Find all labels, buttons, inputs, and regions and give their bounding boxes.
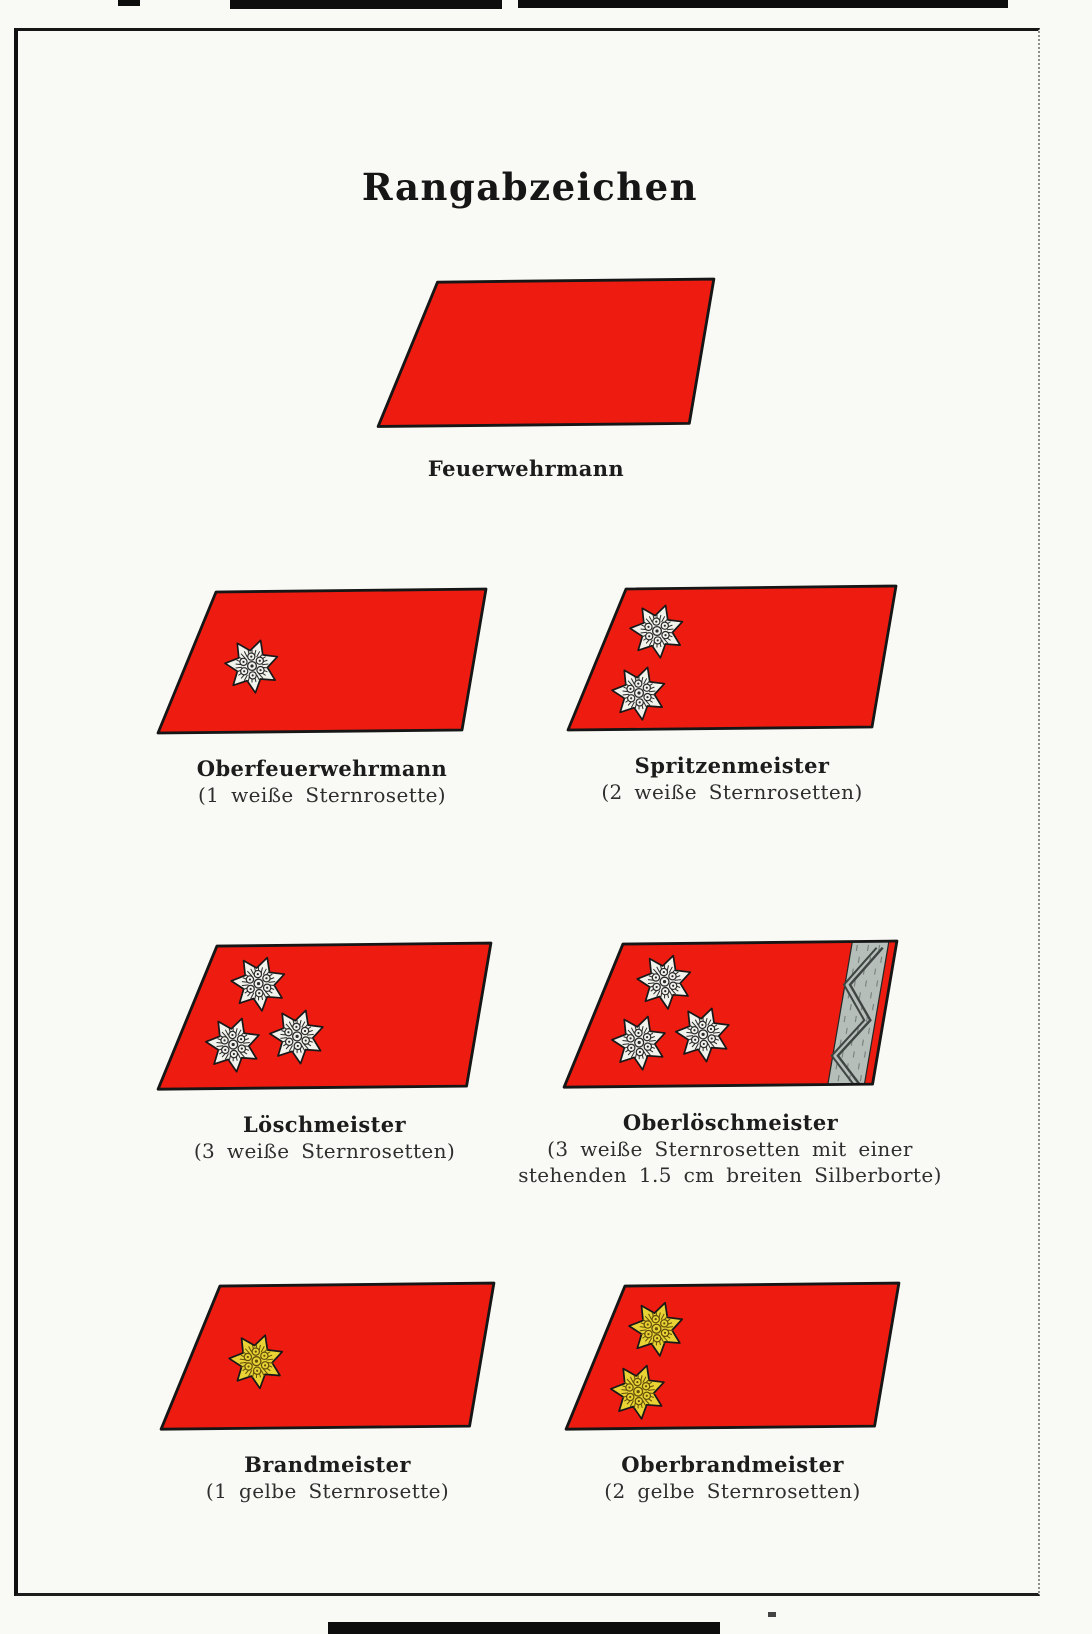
shoulder-board-svg [558, 938, 903, 1092]
scan-artifact-bottom-dot [768, 1612, 776, 1617]
scan-artifact-bottom-bar [328, 1622, 720, 1634]
scan-artifact-top-bar-1 [230, 0, 502, 9]
plate-name: Spritzenmeister [634, 753, 830, 778]
plate-feuerwehrmann [372, 276, 720, 482]
scan-artifact-top-bar-2 [518, 0, 1008, 8]
plate-caption: (3 weiße Sternrosetten mit einer stehenden 1.5 cm breiten Silberborte) [518, 1137, 942, 1187]
plate-caption: (1 gelbe Sternrosette) [205, 1479, 450, 1504]
plate-name: Oberlöschmeister [622, 1110, 839, 1136]
plate-caption: (1 weiße Sternrosette) [197, 782, 447, 807]
scan-artifact-top-left [118, 0, 140, 6]
shoulder-board-svg [152, 586, 492, 738]
plate-oberloeschmeister [518, 938, 942, 1188]
shoulder-board-svg [155, 1280, 500, 1434]
plate-oberbrandmeister [560, 1280, 905, 1505]
plate-caption: (2 weiße Sternrosetten) [601, 779, 863, 804]
shoulder-board-svg [560, 1280, 905, 1434]
plate-name: Oberfeuerwehrmann [196, 756, 448, 781]
plate-name: Feuerwehrmann [427, 455, 625, 481]
plate-brandmeister [155, 1280, 500, 1505]
shoulder-board-svg [152, 940, 497, 1094]
plate-caption: (2 gelbe Sternrosetten) [604, 1479, 861, 1504]
plate-spritzenmeister [562, 583, 902, 805]
plate-name: Brandmeister [244, 1452, 411, 1478]
plate-loeschmeister [152, 940, 497, 1165]
shoulder-board-svg [562, 583, 902, 735]
page-title: Rangabzeichen [361, 164, 699, 209]
plate-name: Löschmeister [243, 1112, 406, 1138]
plate-oberfeuerwehrmann [152, 586, 492, 808]
plate-caption: (3 weiße Sternrosetten) [193, 1139, 456, 1164]
plate-name: Oberbrandmeister [621, 1452, 844, 1478]
shoulder-board-svg [372, 276, 720, 432]
